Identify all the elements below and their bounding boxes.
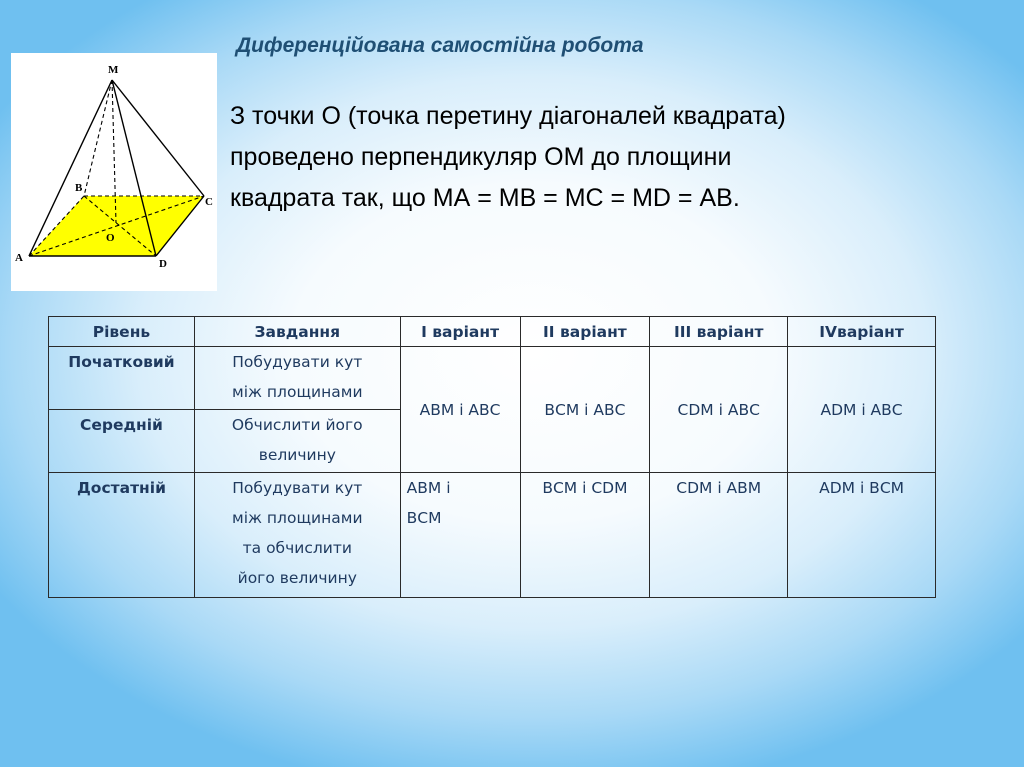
label-o: O bbox=[106, 232, 115, 244]
task-line: Обчислити його bbox=[231, 416, 363, 434]
task-cell bbox=[194, 473, 400, 598]
header-variant-1: I варіант bbox=[400, 317, 520, 347]
task-line: його величину bbox=[237, 569, 357, 587]
task-line: величину bbox=[258, 446, 336, 464]
level-label: Достатній bbox=[76, 479, 166, 497]
level-label: Середній bbox=[80, 416, 163, 434]
problem-line: З точки О (точка перетину діагоналей квадрата) bbox=[230, 102, 786, 130]
header-variant-3: III варіант bbox=[650, 317, 788, 347]
table-row bbox=[49, 473, 936, 598]
level-cell bbox=[49, 347, 195, 410]
variant-line: ВСМ і CDM bbox=[542, 479, 628, 497]
header-variant-2: II варіант bbox=[520, 317, 650, 347]
problem-line: проведено перпендикуляр ОМ до площини bbox=[230, 143, 732, 171]
table-row bbox=[49, 347, 936, 410]
variant-cell: CDM і АВС bbox=[650, 347, 788, 473]
task-table bbox=[48, 316, 936, 598]
slide-title: Диференційована самостійна робота bbox=[236, 34, 644, 57]
variant-cell bbox=[650, 473, 788, 598]
level-label: Початковий bbox=[68, 353, 175, 371]
variant-cell: АВМ і АВС bbox=[400, 347, 520, 473]
task-cell bbox=[194, 347, 400, 410]
label-d: D bbox=[159, 258, 167, 270]
label-m: M bbox=[108, 64, 119, 76]
variant-cell bbox=[520, 473, 650, 598]
task-line: Побудувати кут bbox=[232, 353, 363, 371]
table-header-row bbox=[49, 317, 936, 347]
task-line: Побудувати кут bbox=[232, 479, 363, 497]
variant-cell bbox=[400, 473, 520, 598]
task-line: між площинами bbox=[232, 383, 363, 401]
variant-cell: ADM і АВС bbox=[788, 347, 936, 473]
problem-statement bbox=[230, 96, 1010, 219]
level-cell bbox=[49, 410, 195, 473]
variant-line: ADM і ВСМ bbox=[819, 479, 905, 497]
variant-cell bbox=[788, 473, 936, 598]
task-line: між площинами bbox=[232, 509, 363, 527]
variant-line: CDM і АВМ bbox=[676, 479, 762, 497]
level-cell bbox=[49, 473, 195, 598]
problem-line: квадрата так, що МА = МВ = МС = MD = АВ. bbox=[230, 184, 740, 212]
task-cell bbox=[194, 410, 400, 473]
label-c: C bbox=[205, 196, 213, 208]
variant-cell: ВСМ і АВС bbox=[520, 347, 650, 473]
variant-line: АВМ і bbox=[406, 479, 451, 497]
variant-line: ВСМ bbox=[406, 509, 442, 527]
pyramid-figure bbox=[11, 53, 217, 291]
label-b: B bbox=[75, 182, 83, 194]
header-variant-4: IVваріант bbox=[788, 317, 936, 347]
task-line: та обчислити bbox=[242, 539, 352, 557]
label-a: A bbox=[15, 252, 23, 264]
header-level: Рівень bbox=[49, 317, 195, 347]
header-task: Завдання bbox=[194, 317, 400, 347]
